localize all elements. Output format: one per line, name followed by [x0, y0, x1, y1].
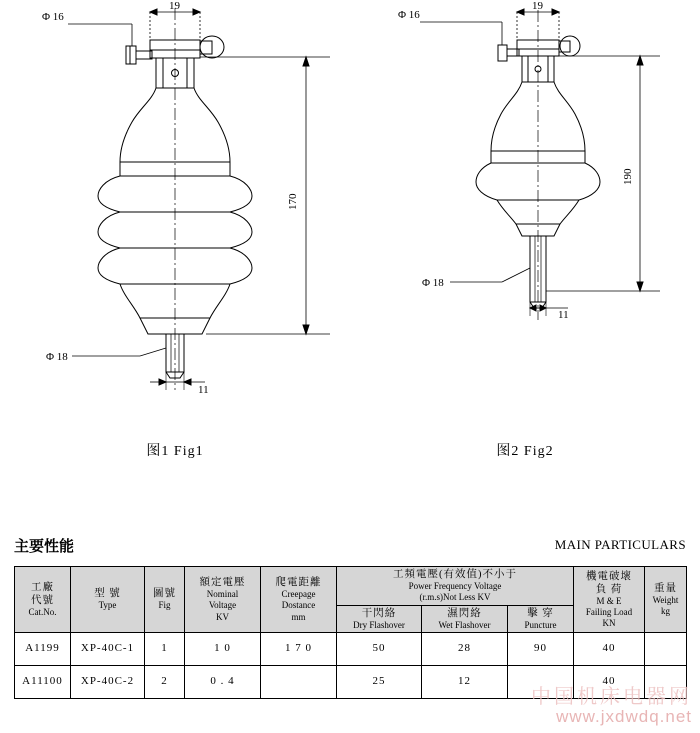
fig1-dim-top-width: 19 — [169, 0, 180, 12]
table-title-en: MAIN PARTICULARS — [554, 537, 686, 552]
header-fig — [145, 567, 185, 633]
cell-weight — [645, 666, 687, 699]
cell-wet-flashover: 12 — [422, 666, 508, 699]
header-failing-load-cn1: 機電破壞 — [586, 570, 632, 582]
table-title-row — [14, 535, 686, 557]
header-weight-en1: Weight — [652, 594, 679, 605]
fig1-dim-pin-width: 11 — [198, 384, 209, 396]
header-failing-load — [574, 567, 645, 633]
fig1-dim-height: 170 — [287, 193, 299, 210]
fig1-dim-top-diameter: Φ 16 — [42, 11, 64, 23]
header-failing-load-en3: KN — [602, 618, 616, 629]
fig2-dim-height: 190 — [622, 168, 634, 185]
header-weight — [645, 567, 687, 633]
cell-puncture — [508, 666, 574, 699]
cell-creepage — [261, 666, 337, 699]
header-type-cn: 型 號 — [94, 588, 121, 600]
cell-failing-load: 40 — [574, 633, 645, 666]
header-creepage — [261, 567, 337, 633]
header-cat-no — [15, 567, 71, 633]
header-cat-no-cn1: 工廠 — [31, 581, 54, 593]
header-fig-cn: 圖號 — [153, 588, 176, 600]
header-dry-flashover-en: Dry Flashover — [353, 619, 405, 630]
header-dry-flashover — [337, 605, 422, 632]
header-power-frequency-en2: (r.m.s)Not Less KV — [419, 592, 491, 603]
table-header-row-1 — [15, 567, 687, 606]
header-wet-flashover-cn: 濕閃絡 — [447, 607, 482, 619]
figure-2 — [350, 0, 700, 470]
header-creepage-en1: Creepage — [281, 589, 316, 600]
header-creepage-cn: 爬電距離 — [275, 577, 322, 589]
cell-cat-no: A11100 — [15, 666, 71, 699]
header-weight-en2: kg — [661, 606, 670, 617]
main-particulars-table — [14, 566, 687, 699]
cell-nominal-voltage: 1 0 — [185, 633, 261, 666]
cell-type: XP-40C-2 — [71, 666, 145, 699]
header-puncture — [508, 605, 574, 632]
header-failing-load-en1: M & E — [596, 595, 622, 606]
header-nominal-voltage-en2: Voltage — [208, 600, 237, 611]
header-dry-flashover-cn: 干閃絡 — [361, 607, 397, 619]
fig2-dim-top-diameter: Φ 16 — [398, 9, 420, 21]
header-nominal-voltage-en3: KV — [216, 611, 229, 622]
header-weight-cn: 重量 — [654, 582, 677, 594]
fig2-dim-pin-diameter: Φ 18 — [422, 277, 444, 289]
cell-nominal-voltage: 0 . 4 — [185, 666, 261, 699]
cell-wet-flashover: 28 — [422, 633, 508, 666]
fig1-dim-pin-diameter: Φ 18 — [46, 351, 68, 363]
header-failing-load-cn2: 負 荷 — [595, 583, 623, 595]
watermark-line-1: 中国机床电器网 — [531, 686, 692, 708]
header-creepage-en2: Dostance — [281, 600, 316, 611]
cell-fig: 2 — [145, 666, 185, 699]
figure-1 — [0, 0, 350, 470]
figure-1-caption: 图1 Fig1 — [146, 444, 204, 459]
header-power-frequency-group — [337, 567, 574, 606]
header-nominal-voltage-cn: 額定電壓 — [199, 577, 246, 589]
header-cat-no-en: Cat.No. — [28, 607, 57, 617]
cell-cat-no: A1199 — [15, 633, 71, 666]
header-wet-flashover-en: Wet Flashover — [438, 619, 491, 630]
header-type — [71, 567, 145, 633]
header-puncture-en: Puncture — [524, 619, 557, 630]
header-creepage-en3: mm — [291, 611, 306, 622]
header-failing-load-en2: Failing Load — [585, 607, 633, 617]
cell-dry-flashover: 25 — [337, 666, 422, 699]
header-nominal-voltage-en1: Nominal — [206, 589, 239, 600]
header-puncture-cn: 擊 穿 — [527, 607, 554, 619]
cell-weight — [645, 633, 687, 666]
header-fig-en: Fig — [158, 600, 171, 611]
cell-puncture: 90 — [508, 633, 574, 666]
fig2-dim-top-width: 19 — [532, 0, 543, 12]
table-row — [15, 633, 687, 666]
cell-fig: 1 — [145, 633, 185, 666]
figure-2-caption: 图2 Fig2 — [496, 444, 554, 459]
table-row — [15, 666, 687, 699]
header-power-frequency-cn: 工頻電壓(有效值)不小于 — [393, 569, 517, 580]
table-title-cn: 主要性能 — [14, 538, 75, 555]
cell-dry-flashover: 50 — [337, 633, 422, 666]
fig2-dim-pin-width: 11 — [558, 309, 569, 321]
header-power-frequency-en1: Power Frequency Voltage — [408, 581, 502, 592]
header-cat-no-cn2: 代號 — [31, 594, 54, 606]
cell-failing-load: 40 — [574, 666, 645, 699]
header-type-en: Type — [98, 600, 117, 611]
header-wet-flashover — [422, 605, 508, 632]
header-nominal-voltage — [185, 567, 261, 633]
watermark-line-2: www.jxdwdq.net — [556, 707, 692, 726]
cell-creepage: 1 7 0 — [261, 633, 337, 666]
cell-type: XP-40C-1 — [71, 633, 145, 666]
